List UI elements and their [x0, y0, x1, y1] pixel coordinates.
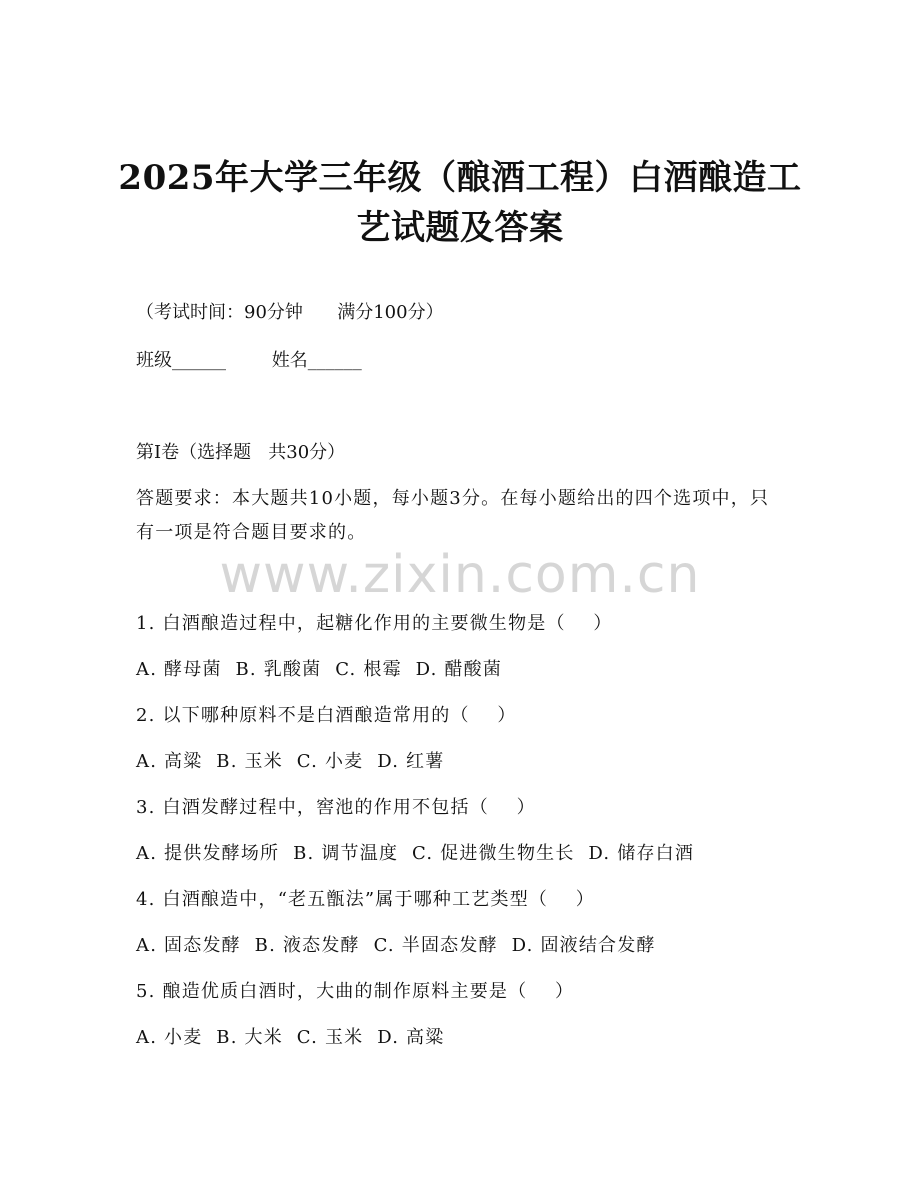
question-1-options: A. 酵母菌 B. 乳酸菌 C. 根霉 D. 醋酸菌 [136, 659, 503, 680]
question-2: 2. 以下哪种原料不是白酒酿造常用的（ ） [136, 705, 517, 726]
question-4-options: A. 固态发酵 B. 液态发酵 C. 半固态发酵 D. 固液结合发酵 [136, 935, 656, 956]
question-3: 3. 白酒发酵过程中，窖池的作用不包括（ ） [136, 797, 536, 818]
question-4: 4. 白酒酿造中，“老五甑法”属于哪种工艺类型（ ） [136, 889, 595, 910]
document-title-line2: 艺试题及答案 [356, 208, 564, 248]
exam-info: （考试时间：90分钟 满分100分） [136, 302, 444, 323]
section-heading: 第I卷（选择题 共30分） [136, 442, 346, 463]
class-name-line: 班级______ 姓名______ [136, 350, 362, 371]
document-title-line1: 2025年大学三年级（酿酒工程）白酒酿造工 [118, 158, 802, 198]
question-5-options: A. 小麦 B. 大米 C. 玉米 D. 高粱 [136, 1027, 445, 1048]
question-3-options: A. 提供发酵场所 B. 调节温度 C. 促进微生物生长 D. 储存白酒 [136, 843, 695, 864]
question-5: 5. 酿造优质白酒时，大曲的制作原料主要是（ ） [136, 981, 575, 1002]
watermark: www.zixin.com.cn [219, 545, 701, 605]
instructions: 答题要求：本大题共10小题，每小题3分。在每小题给出的四个选项中，只有一项是符合题目要求的。 [136, 488, 770, 543]
question-2-options: A. 高粱 B. 玉米 C. 小麦 D. 红薯 [136, 751, 445, 772]
question-1: 1. 白酒酿造过程中，起糖化作用的主要微生物是（ ） [136, 613, 613, 634]
